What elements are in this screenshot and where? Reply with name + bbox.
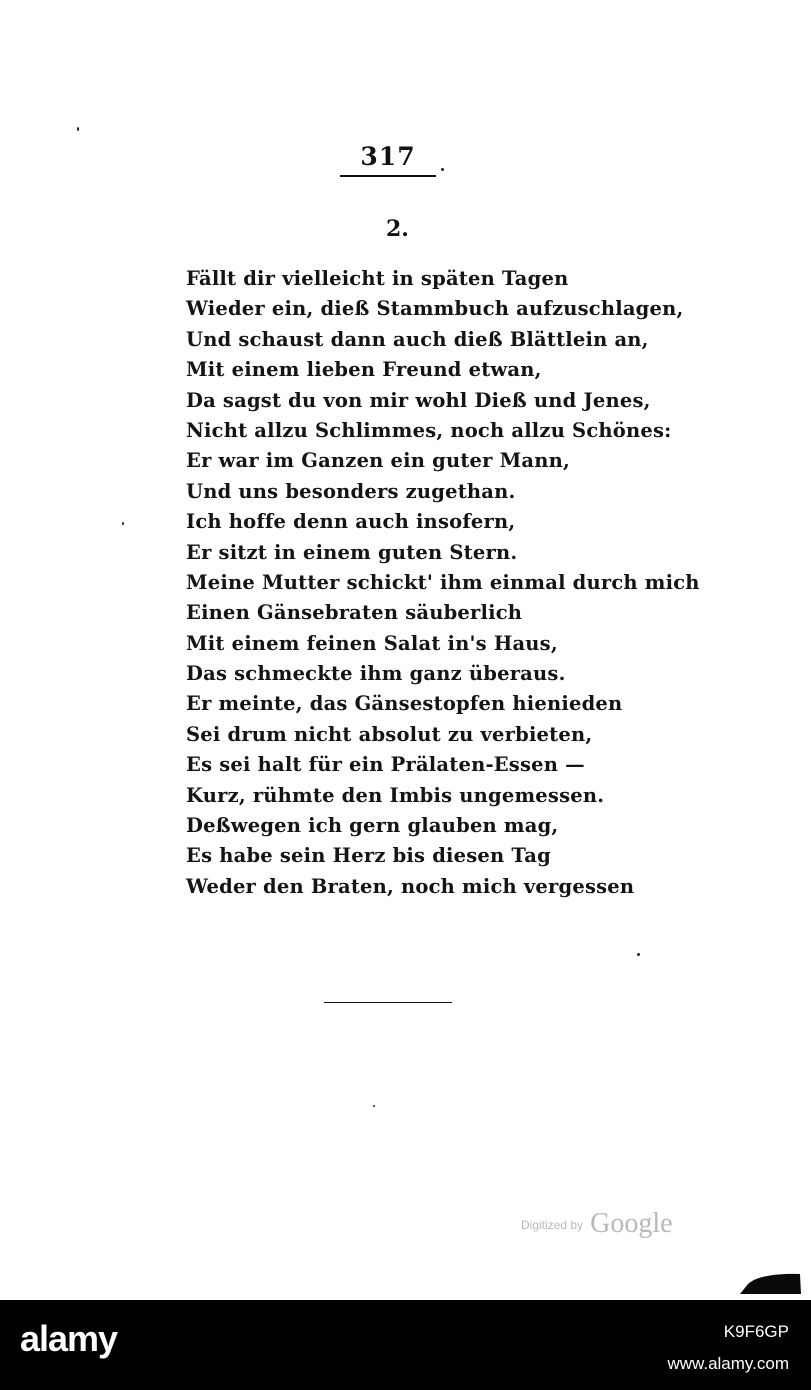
poem-line: Er war im Ganzen ein guter Mann, [186, 449, 570, 473]
poem-line: Mit einem lieben Freund etwan, [186, 358, 542, 382]
poem-line: Es sei halt für ein Prälaten-Essen — [186, 753, 585, 777]
poem-text [186, 264, 700, 902]
stanza-number: 2. [386, 216, 409, 242]
watermark-brand: Google [590, 1208, 673, 1239]
poem-line: Und uns besonders zugethan. [186, 479, 516, 503]
scan-speck [373, 1105, 375, 1107]
poem-line: Und schaust dann auch dieß Blättlein an, [186, 327, 649, 351]
scan-speck [441, 168, 444, 171]
digitized-watermark [521, 1208, 673, 1240]
image-id: K9F6GP [723, 1322, 789, 1341]
end-rule [324, 1002, 452, 1003]
poem-line: Das schmeckte ihm ganz überaus. [186, 662, 566, 686]
poem-line: Sei drum nicht absolut zu verbieten, [186, 722, 593, 746]
page-number-rule [340, 175, 436, 177]
poem-line: Weder den Braten, noch mich vergessen [186, 874, 635, 898]
stock-banner [0, 1300, 811, 1390]
poem-line: Meine Mutter schickt' ihm einmal durch mich [186, 570, 700, 594]
poem-line: Nicht allzu Schlimmes, noch allzu Schönes: [186, 418, 672, 442]
page-number: 317 [360, 142, 416, 171]
watermark-prefix: Digitized by [521, 1218, 584, 1232]
brand-logo: alamy [20, 1318, 118, 1359]
scan-speck [77, 127, 79, 131]
poem-line: Wieder ein, dieß Stammbuch aufzuschlagen, [186, 297, 684, 321]
poem-line: Fällt dir vielleicht in späten Tagen [186, 267, 569, 290]
site-url: www.alamy.com [667, 1354, 789, 1373]
poem-line: Einen Gänsebraten säuberlich [186, 601, 523, 625]
scan-speck [122, 522, 124, 525]
poem-line: Mit einem feinen Salat in's Haus, [186, 631, 558, 655]
poem-line: Es habe sein Herz bis diesen Tag [186, 844, 551, 868]
scan-speck [637, 953, 640, 956]
poem-line: Er sitzt in einem guten Stern. [186, 540, 518, 564]
poem-line: Da sagst du von mir wohl Dieß und Jenes, [186, 388, 651, 412]
poem-line: Er meinte, das Gänsestopfen hienieden [186, 692, 623, 716]
scan-blot [738, 1272, 802, 1296]
poem-line: Kurz, rühmte den Imbis ungemessen. [186, 783, 605, 807]
poem-line: Deßwegen ich gern glauben mag, [186, 814, 559, 838]
poem-line: Ich hoffe denn auch insofern, [186, 510, 516, 534]
